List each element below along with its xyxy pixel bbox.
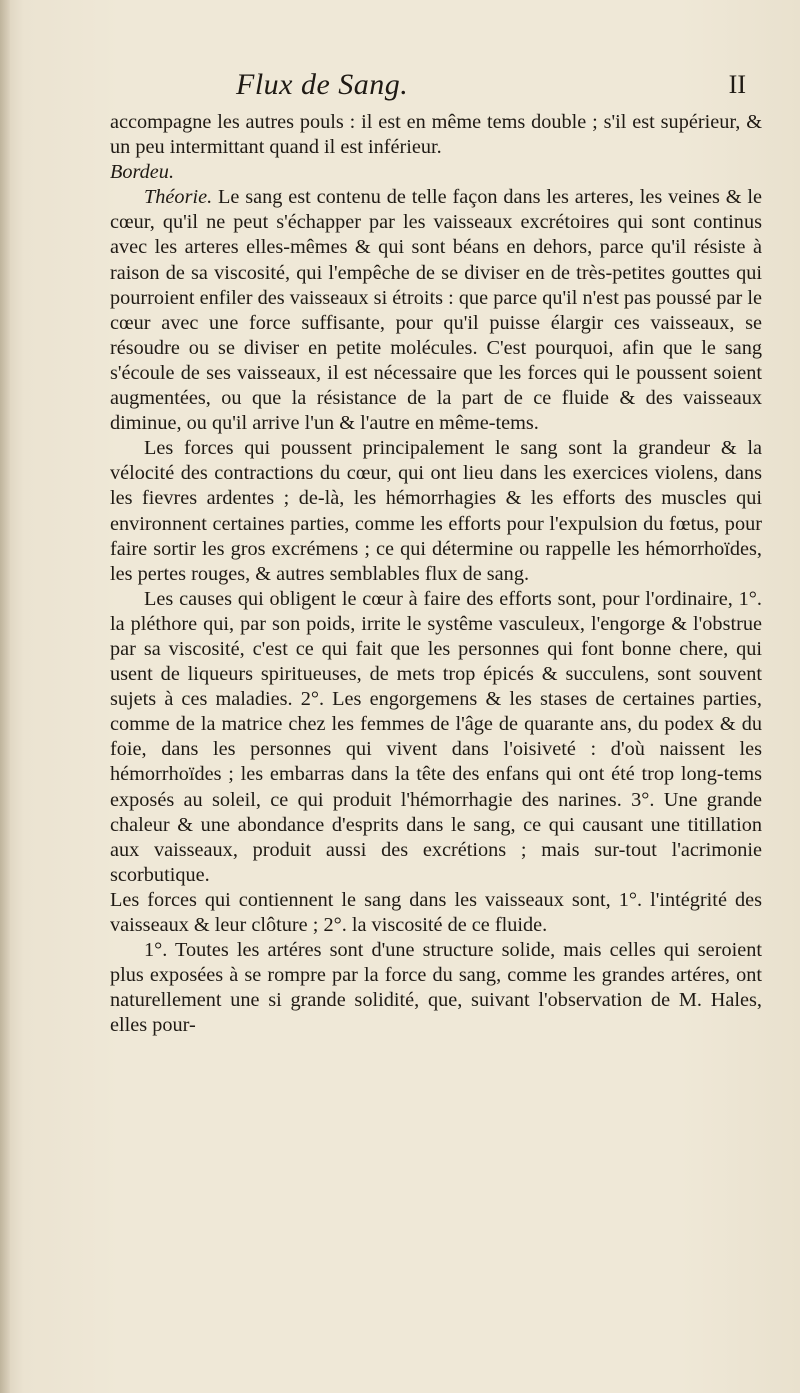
paragraph xyxy=(110,938,762,1038)
paragraph-text: Le sang est contenu de telle façon dans les arteres, les veines & le cœur, qu'il ne peut s'échapper par les vaisseaux excrétoires qui sont continus avec les arteres elles-mêmes & qui sont béans en dehors, parce qu'il résiste à raison de sa viscosité, qui l'empêche de se diviser en de très-petites gouttes qui pourroient enfiler des vaisseaux si étroits : que parce qu'il n'est pas poussé par le cœur avec une force suffisante, pour qu'il puisse élargir ces vaisseaux, se résoudre ou se diviser en petite molécules. C'est pourquoi, afin que le sang s'écoule de ses vaisseaux, il est nécessaire que les forces qui le poussent soient augmentées, ou que la résistance de la part de ce fluide & des vaisseaux diminue, ou qu'il arrive l'un & l'autre en même-tems. xyxy=(110,186,762,435)
source-citation xyxy=(110,160,762,185)
running-head: Flux de Sang. xyxy=(236,68,409,101)
page-number: II xyxy=(728,70,746,99)
page-gutter-shadow xyxy=(0,0,10,1393)
paragraph-text: Les forces qui contiennent le sang dans les vaisseaux sont, 1°. l'intégrité des vaisseaux & leur clôture ; 2°. la viscosité de ce fluide. xyxy=(110,888,762,936)
paragraph-text: 1°. Toutes les artéres sont d'une structure solide, mais celles qui seroient plus exposées à se rompre par la force du sang, comme les grandes artéres, ont naturellement une si grande solidité, que, suivant l'observation de M. Hales, elles pour- xyxy=(110,939,762,1037)
paragraph-theorie xyxy=(110,185,762,436)
paragraph xyxy=(110,436,762,587)
paragraph-text: Les causes qui obligent le cœur à faire des efforts sont, pour l'ordinaire, 1°. la pléthore qui, par son poids, irrite le systême vasculeux, l'engorge & l'obstrue par sa viscosité, c'est ce qui fait que les personnes qui font bonne chere, qui usent de liqueurs spiritueuses, de mets trop épicés & succulens, sont souvent sujets à ces maladies. 2°. Les engorgemens & les stases de certaines parties, comme de la matrice chez les femmes de l'âge de quarante ans, du podex & du foie, dans les personnes qui vivent dans l'oisiveté : d'où naissent les hémorrhoïdes ; les embarras dans la tête des enfans qui ont été trop long-tems exposés au soleil, ce qui produit l'hémorrhagie des narines. 3°. Une grande chaleur & une abondance d'esprits dans le sang, ce qui causant une titillation aux vaisseaux, produit aussi des excrétions ; mais sur-tout l'acrimonie scorbutique. xyxy=(110,587,762,886)
body-text xyxy=(110,110,762,1038)
paragraph-continuation xyxy=(110,110,762,160)
paragraph xyxy=(110,587,762,888)
citation-author: Bordeu. xyxy=(110,161,175,184)
paragraph-text: accompagne les autres pouls : il est en même tems double ; s'il est supérieur, & un peu intermittant quand il est inférieur. xyxy=(110,111,762,159)
paragraph-text: Les forces qui poussent principalement le sang sont la grandeur & la vélocité des contractions du cœur, qui ont lieu dans les exercices violens, dans les fievres ardentes ; de-là, les hémorrhagies & les efforts des muscles qui environnent certaines parties, comme les efforts pour l'expulsion du fœtus, pour faire sortir les gros excrémens ; ce qui détermine ou rappelle les hémorrhoïdes, les pertes rouges, & autres semblables flux de sang. xyxy=(110,437,762,585)
paragraph xyxy=(110,888,762,938)
page-header xyxy=(60,68,780,108)
section-lead: Théorie. xyxy=(144,186,213,209)
